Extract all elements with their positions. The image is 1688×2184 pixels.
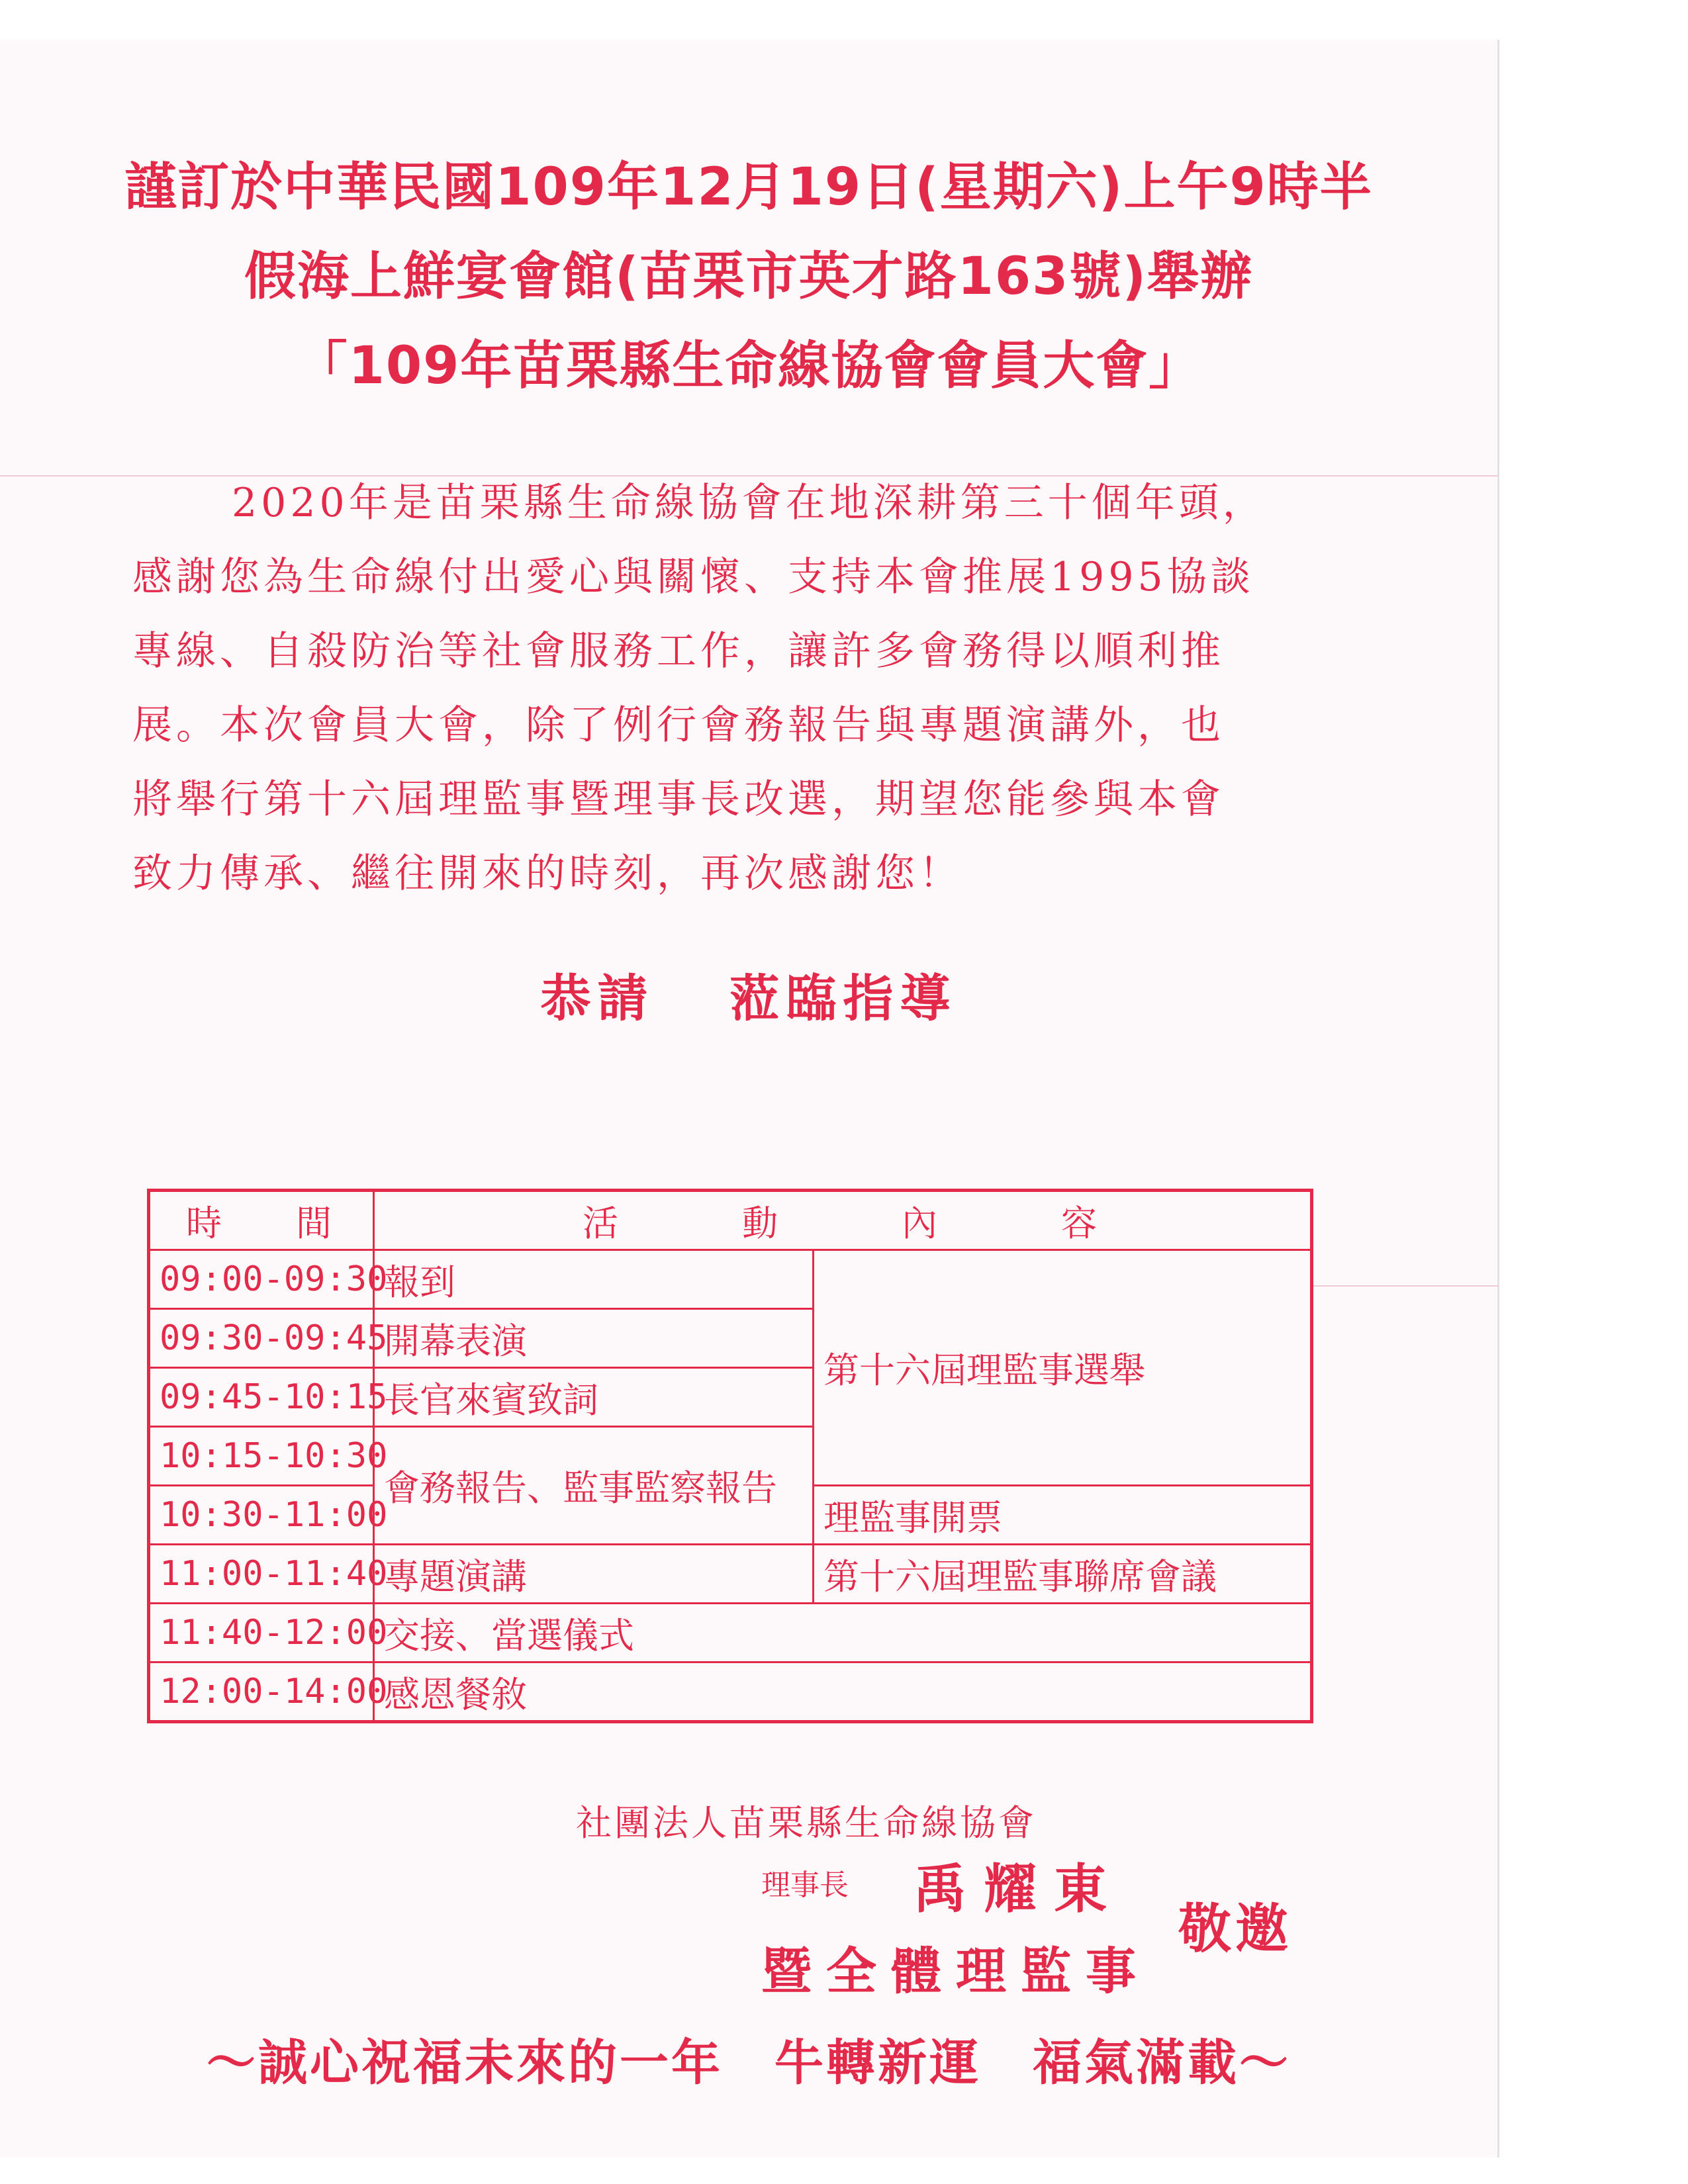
activity-cell: 會務報告、監事監察報告 <box>374 1427 814 1545</box>
schedule-table <box>147 1189 1313 1723</box>
time-cell: 10:15-10:30 <box>149 1427 374 1486</box>
event-date-line: 謹訂於中華民國109年12月19日(星期六)上午9時半 <box>124 158 1373 217</box>
activity-cell: 報到 <box>374 1250 814 1309</box>
header-activity <box>374 1191 1312 1250</box>
header-activity-char: 容 <box>1061 1202 1102 1244</box>
counting-cell: 理監事開票 <box>814 1486 1312 1545</box>
header-activity-char: 活 <box>583 1202 624 1244</box>
event-title-line: 「109年苗栗縣生命線協會會員大會」 <box>295 336 1202 396</box>
time-cell: 10:30-11:00 <box>149 1486 374 1545</box>
activity-cell: 交接、當選儀式 <box>374 1604 1312 1662</box>
election-cell: 第十六屆理監事選舉 <box>814 1250 1312 1486</box>
activity-cell: 感恩餐敘 <box>374 1662 1312 1722</box>
event-venue-line: 假海上鮮宴會館(苗栗市英才路163號)舉辦 <box>244 247 1254 306</box>
invitation-part-2: 蒞臨指導 <box>729 969 957 1028</box>
header-time-char: 時 <box>186 1202 227 1244</box>
table-row <box>149 1250 1312 1309</box>
time-cell: 11:40-12:00 <box>149 1604 374 1662</box>
table-row <box>149 1604 1312 1662</box>
activity-cell: 專題演講 <box>374 1545 814 1604</box>
time-cell: 09:00-09:30 <box>149 1250 374 1309</box>
time-cell: 09:30-09:45 <box>149 1309 374 1368</box>
fold-line-middle <box>1313 1285 1499 1287</box>
table-row <box>149 1662 1312 1722</box>
blessing-line: ～誠心祝福未來的一年 牛轉新運 福氣滿載～ <box>207 2034 1291 2091</box>
body-paragraph <box>132 466 1364 911</box>
chairperson-title: 理事長 <box>761 1868 849 1902</box>
organization-name: 社團法人苗栗縣生命線協會 <box>576 1802 1037 1844</box>
board-members: 暨全體理監事 <box>761 1942 1150 2001</box>
invitation-line <box>0 958 1497 1030</box>
joint-meeting-cell: 第十六屆理監事聯席會議 <box>814 1545 1312 1604</box>
body-line: 專線、自殺防治等社會服務工作，讓許多會務得以順利推 <box>132 628 1225 674</box>
header-activity-char: 內 <box>902 1202 943 1244</box>
body-line: 展。本次會員大會，除了例行會務報告與專題演講外，也 <box>132 702 1225 749</box>
header-time-char: 間 <box>296 1202 337 1244</box>
activity-cell: 長官來賓致詞 <box>374 1368 814 1427</box>
chairperson-name: 禹耀東 <box>914 1858 1124 1920</box>
invitation-part-1: 恭請 <box>540 969 655 1028</box>
activity-cell: 開幕表演 <box>374 1309 814 1368</box>
body-line: 將舉行第十六屆理監事暨理事長改選，期望您能參與本會 <box>132 776 1225 823</box>
time-cell: 09:45-10:15 <box>149 1368 374 1427</box>
body-line: 致力傳承、繼往開來的時刻，再次感謝您！ <box>132 850 962 897</box>
table-row <box>149 1545 1312 1604</box>
header-time <box>149 1191 374 1250</box>
time-cell: 12:00-14:00 <box>149 1662 374 1722</box>
body-line: 感謝您為生命線付出愛心與關懷、支持本會推展1995協談 <box>132 554 1254 600</box>
header-activity-char: 動 <box>742 1202 783 1244</box>
schedule-header-row <box>149 1191 1312 1250</box>
body-line: 2020年是苗栗縣生命線協會在地深耕第三十個年頭， <box>232 480 1266 526</box>
respectful-invite: 敬邀 <box>1178 1897 1292 1960</box>
paper-edge <box>1497 40 1499 2158</box>
time-cell: 11:00-11:40 <box>149 1545 374 1604</box>
